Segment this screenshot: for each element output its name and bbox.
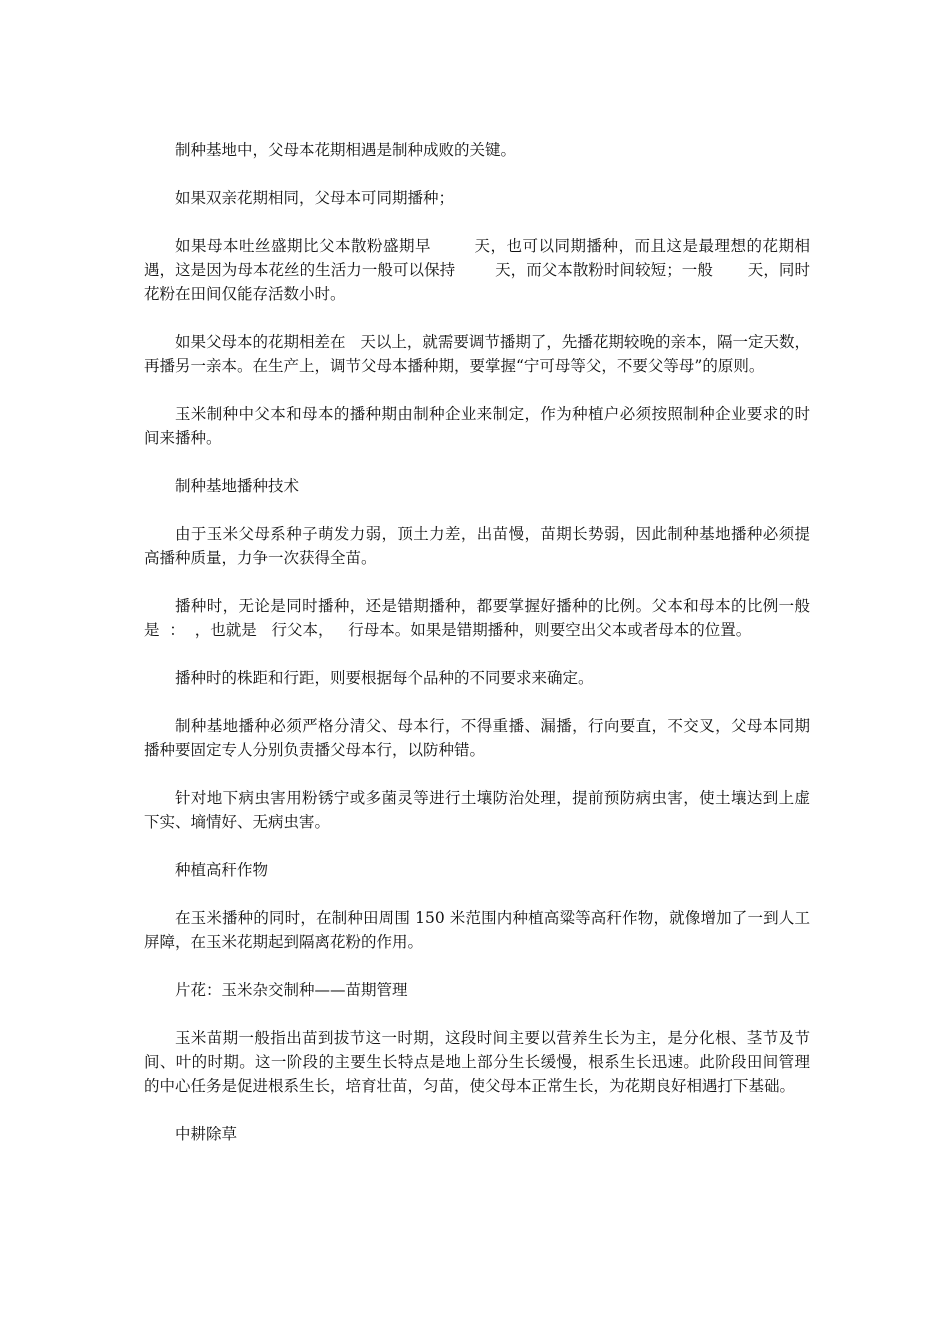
paragraph: 玉米制种中父本和母本的播种期由制种企业来制定，作为种植户必须按照制种企业要求的时间来播种。 bbox=[144, 405, 810, 447]
section-heading: 制种基地播种技术 bbox=[175, 477, 300, 495]
paragraph: 如果父母本的花期相差在 天以上，就需要调节播期了，先播花期较晚的亲本，隔一定天数，再播另一亲本。在生产上，调节父母本播种期，要掌握“宁可母等父，不要父等母”的原则。 bbox=[144, 333, 810, 375]
paragraph: 由于玉米父母系种子萌发力弱，顶土力差，出苗慢，苗期长势弱，因此制种基地播种必须提高播种质量，力争一次获得全苗。 bbox=[144, 525, 810, 567]
paragraph: 如果母本吐丝盛期比父本散粉盛期早 天，也可以同期播种，而且这是最理想的花期相遇，这是因为母本花丝的生活力一般可以保持 天，而父本散粉时间较短；一般 天，同时花粉在田间仅能存活数小时。 bbox=[144, 237, 810, 303]
section-heading: 中耕除草 bbox=[175, 1125, 238, 1143]
paragraph: 播种时的株距和行距，则要根据每个品种的不同要求来确定。 bbox=[175, 669, 594, 687]
document-body bbox=[144, 138, 810, 1170]
paragraph: 制种基地中，父母本花期相遇是制种成败的关键。 bbox=[175, 141, 517, 159]
paragraph: 制种基地播种必须严格分清父、母本行，不得重播、漏播，行向要直，不交叉，父母本同期播种要固定专人分别负责播父母本行，以防种错。 bbox=[144, 717, 810, 759]
paragraph: 针对地下病虫害用粉锈宁或多菌灵等进行土壤防治处理，提前预防病虫害，使土壤达到上虚下实、墒情好、无病虫害。 bbox=[144, 789, 810, 831]
paragraph: 如果双亲花期相同，父母本可同期播种； bbox=[175, 189, 455, 207]
paragraph: 在玉米播种的同时，在制种田周围 150 米范围内种植高粱等高秆作物，就像增加了一到人工屏障，在玉米花期起到隔离花粉的作用。 bbox=[144, 909, 810, 951]
section-heading: 种植高秆作物 bbox=[175, 861, 269, 879]
paragraph: 玉米苗期一般指出苗到拔节这一时期，这段时间主要以营养生长为主，是分化根、茎节及节间、叶的时期。这一阶段的主要生长特点是地上部分生长缓慢，根系生长迅速。此阶段田间管理的中心任务是促进根系生长，培育壮苗，匀苗，使父母本正常生长，为花期良好相遇打下基础。 bbox=[144, 1029, 810, 1095]
paragraph: 播种时，无论是同时播种，还是错期播种，都要掌握好播种的比例。父本和母本的比例一般是 ： ，也就是 行父本， 行母本。如果是错期播种，则要空出父本或者母本的位置。 bbox=[144, 597, 810, 639]
section-heading: 片花：玉米杂交制种——苗期管理 bbox=[175, 981, 408, 999]
